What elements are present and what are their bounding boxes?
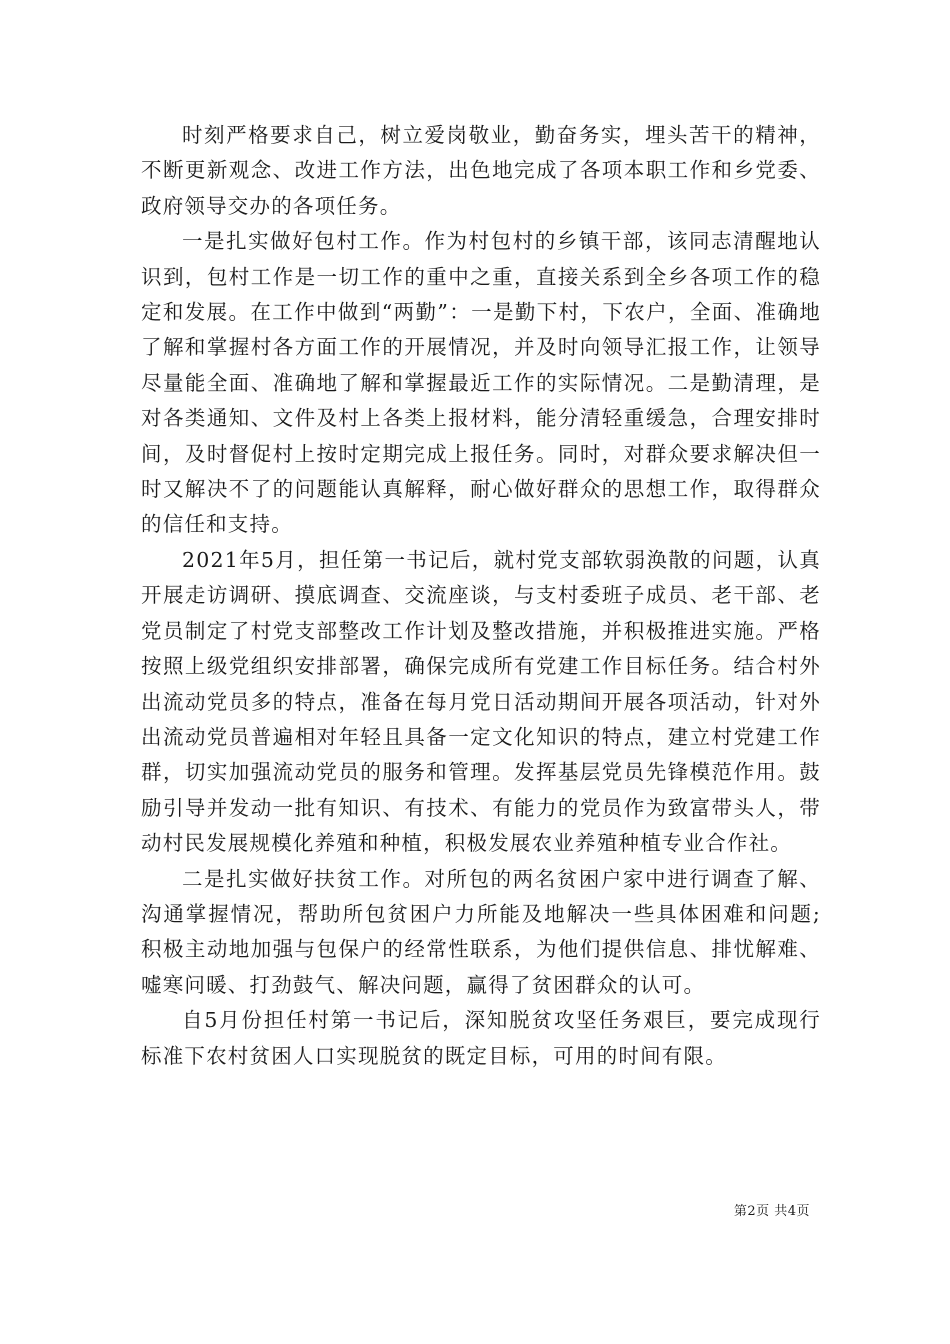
paragraph: 一是扎实做好包村工作。作为村包村的乡镇干部，该同志清醒地认识到，包村工作是一切工作的重中之重，直接关系到全乡各项工作的稳定和发展。在工作中做到“两勤”：一是勤下村，下农户，全面、准确地了解和掌握村各方面工作的开展情况，并及时向领导汇报工作，让领导尽量能全面、准确地了解和掌握最近工作的实际情况。二是勤清理，是对各类通知、文件及村上各类上报材料，能分清轻重缓急，合理安排时间，及时督促村上按时定期完成上报任务。同时，对群众要求解决但一时又解决不了的问题能认真解释，耐心做好群众的思想工作，取得群众的信任和支持。 (141, 229, 821, 537)
paragraph: 自5月份担任村第一书记后，深知脱贫攻坚任务艰巨，要完成现行标准下农村贫困人口实现脱贫的既定目标，可用的时间有限。 (141, 1008, 821, 1068)
paragraph: 时刻严格要求自己，树立爱岗敬业，勤奋务实，埋头苦干的精神，不断更新观念、改进工作方法，出色地完成了各项本职工作和乡党委、政府领导交办的各项任务。 (141, 123, 821, 218)
paragraph: 2021年5月，担任第一书记后，就村党支部软弱涣散的问题，认真开展走访调研、摸底调查、交流座谈，与支村委班子成员、老干部、老党员制定了村党支部整改工作计划及整改措施，并积极推进实施。严格按照上级党组织安排部署，确保完成所有党建工作目标任务。结合村外出流动党员多的特点，准备在每月党日活动期间开展各项活动，针对外出流动党员普遍相对年轻且具备一定文化知识的特点，建立村党建工作群，切实加强流动党员的服务和管理。发挥基层党员先锋模范作用。鼓励引导并发动一批有知识、有技术、有能力的党员作为致富带头人，带动村民发展规模化养殖和种植，积极发展农业养殖种植专业合作社。 (141, 547, 821, 856)
paragraph: 二是扎实做好扶贫工作。对所包的两名贫困户家中进行调查了解、沟通掌握情况，帮助所包贫困户力所能及地解决一些具体困难和问题;积极主动地加强与包保户的经常性联系，为他们提供信息、排忧解难、嘘寒问暖、打劲鼓气、解决问题，赢得了贫困群众的认可。 (141, 866, 821, 997)
page-number: 第2页 共4页 (733, 1204, 810, 1219)
document-body (141, 118, 821, 1074)
